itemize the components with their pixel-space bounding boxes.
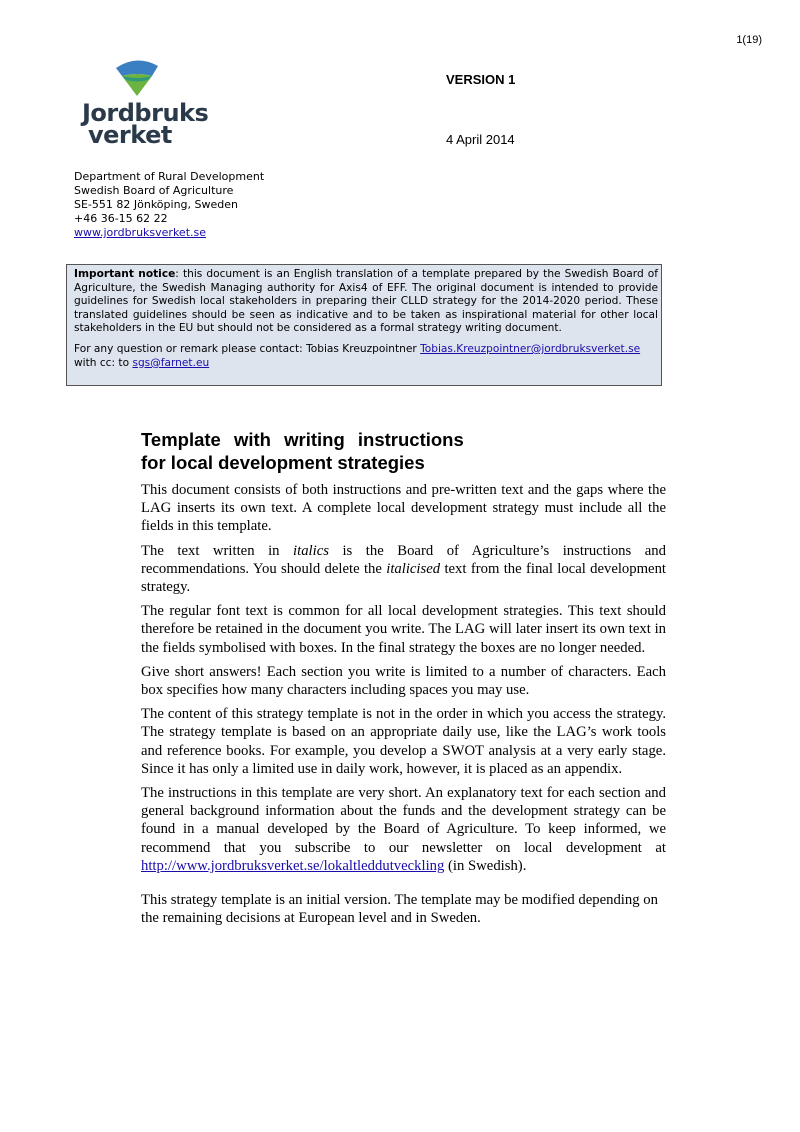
body-paragraph-1: This document consists of both instructions and pre-written text and the gaps where the LAG inserts its own text. A complete local development strategy must include all the fields in this template. <box>141 482 666 535</box>
document-title <box>141 428 464 474</box>
body-paragraph-2: The text written in italics is the Board of Agriculture’s instructions and recommendations. You should delete the italicised text from the final local development strategy. <box>141 542 666 596</box>
body-paragraph-6: The instructions in this template are very short. An explanatory text for each section and general background information about the funds and the development strategy can be found in a manual developed by the Board of Agriculture. To keep informed, we recommend that you subscribe to our newsletter on local development at http://www.jordbruksverket.se/lokaltleddutveckling (in Swedish). <box>141 785 666 874</box>
body-paragraph-7: This strategy template is an initial version. The template may be modified depending on the remaining decisions at European level and in Sweden. <box>141 892 658 927</box>
notice-label: Important notice <box>74 268 176 280</box>
important-notice-box <box>66 264 662 386</box>
version-label: VERSION 1 <box>446 72 516 87</box>
document-date: 4 April 2014 <box>446 132 515 147</box>
address-line-1: Department of Rural Development <box>74 170 265 183</box>
jordbruksverket-logo-icon <box>112 54 162 98</box>
title-line-1: Template with writing instructions <box>141 429 464 450</box>
logo-line1: Jordbruks <box>82 99 209 127</box>
address-phone: +46 36-15 62 22 <box>74 212 168 225</box>
notice-contact: For any question or remark please contact: Tobias Kreuzpointner Tobias.Kreuzpointner@jordbruksverket.se with cc: to sgs@farnet.eu <box>74 342 641 369</box>
page-number: 1(19) <box>736 34 762 46</box>
notice-text: Important notice: this document is an English translation of a template prepared by the Swedish Board of Agriculture, the Swedish Managing authority for Axis4 of EFF. The original document is intended to provide guidelines for Swedish local stakeholders in preparing their CLLD strategy for the 2014-2020 period. These translated guidelines should be seen as indicative and to be taken as inspirational material for other local stakeholders in the EU but should not be considered as a formal strategy writing document. <box>74 268 659 335</box>
body-paragraph-4: Give short answers! Each section you write is limited to a number of characters. Each box specifies how many characters including spaces you may use. <box>141 663 666 699</box>
newsletter-link[interactable]: http://www.jordbruksverket.se/lokaltleddutveckling <box>141 857 445 874</box>
address-line-3: SE-551 82 Jönköping, Sweden <box>74 198 238 211</box>
website-link[interactable]: www.jordbruksverket.se <box>74 226 207 239</box>
cc-email-link[interactable]: sgs@farnet.eu <box>132 356 210 369</box>
address-line-2: Swedish Board of Agriculture <box>74 184 234 197</box>
logo-wordmark <box>82 99 209 149</box>
logo-line2: verket <box>88 121 172 149</box>
contact-email-link[interactable]: Tobias.Kreuzpointner@jordbruksverket.se <box>420 342 641 355</box>
title-line-2: for local development strategies <box>141 452 425 473</box>
body-paragraph-5: The content of this strategy template is not in the order in which you access the strategy. The strategy template is based on an appropriate daily use, like the LAG’s work tools and reference books. For example, you develop a SWOT analysis at a very early stage. Since it has only a limited use in daily work, however, it is placed as an appendix. <box>141 706 666 777</box>
document-body <box>141 481 666 933</box>
body-paragraph-3: The regular font text is common for all local development strategies. This text should therefore be retained in the document you write. The LAG will later insert its own text in the fields symbolised with boxes. In the final strategy the boxes are no longer needed. <box>141 603 666 656</box>
sender-address <box>74 170 264 240</box>
